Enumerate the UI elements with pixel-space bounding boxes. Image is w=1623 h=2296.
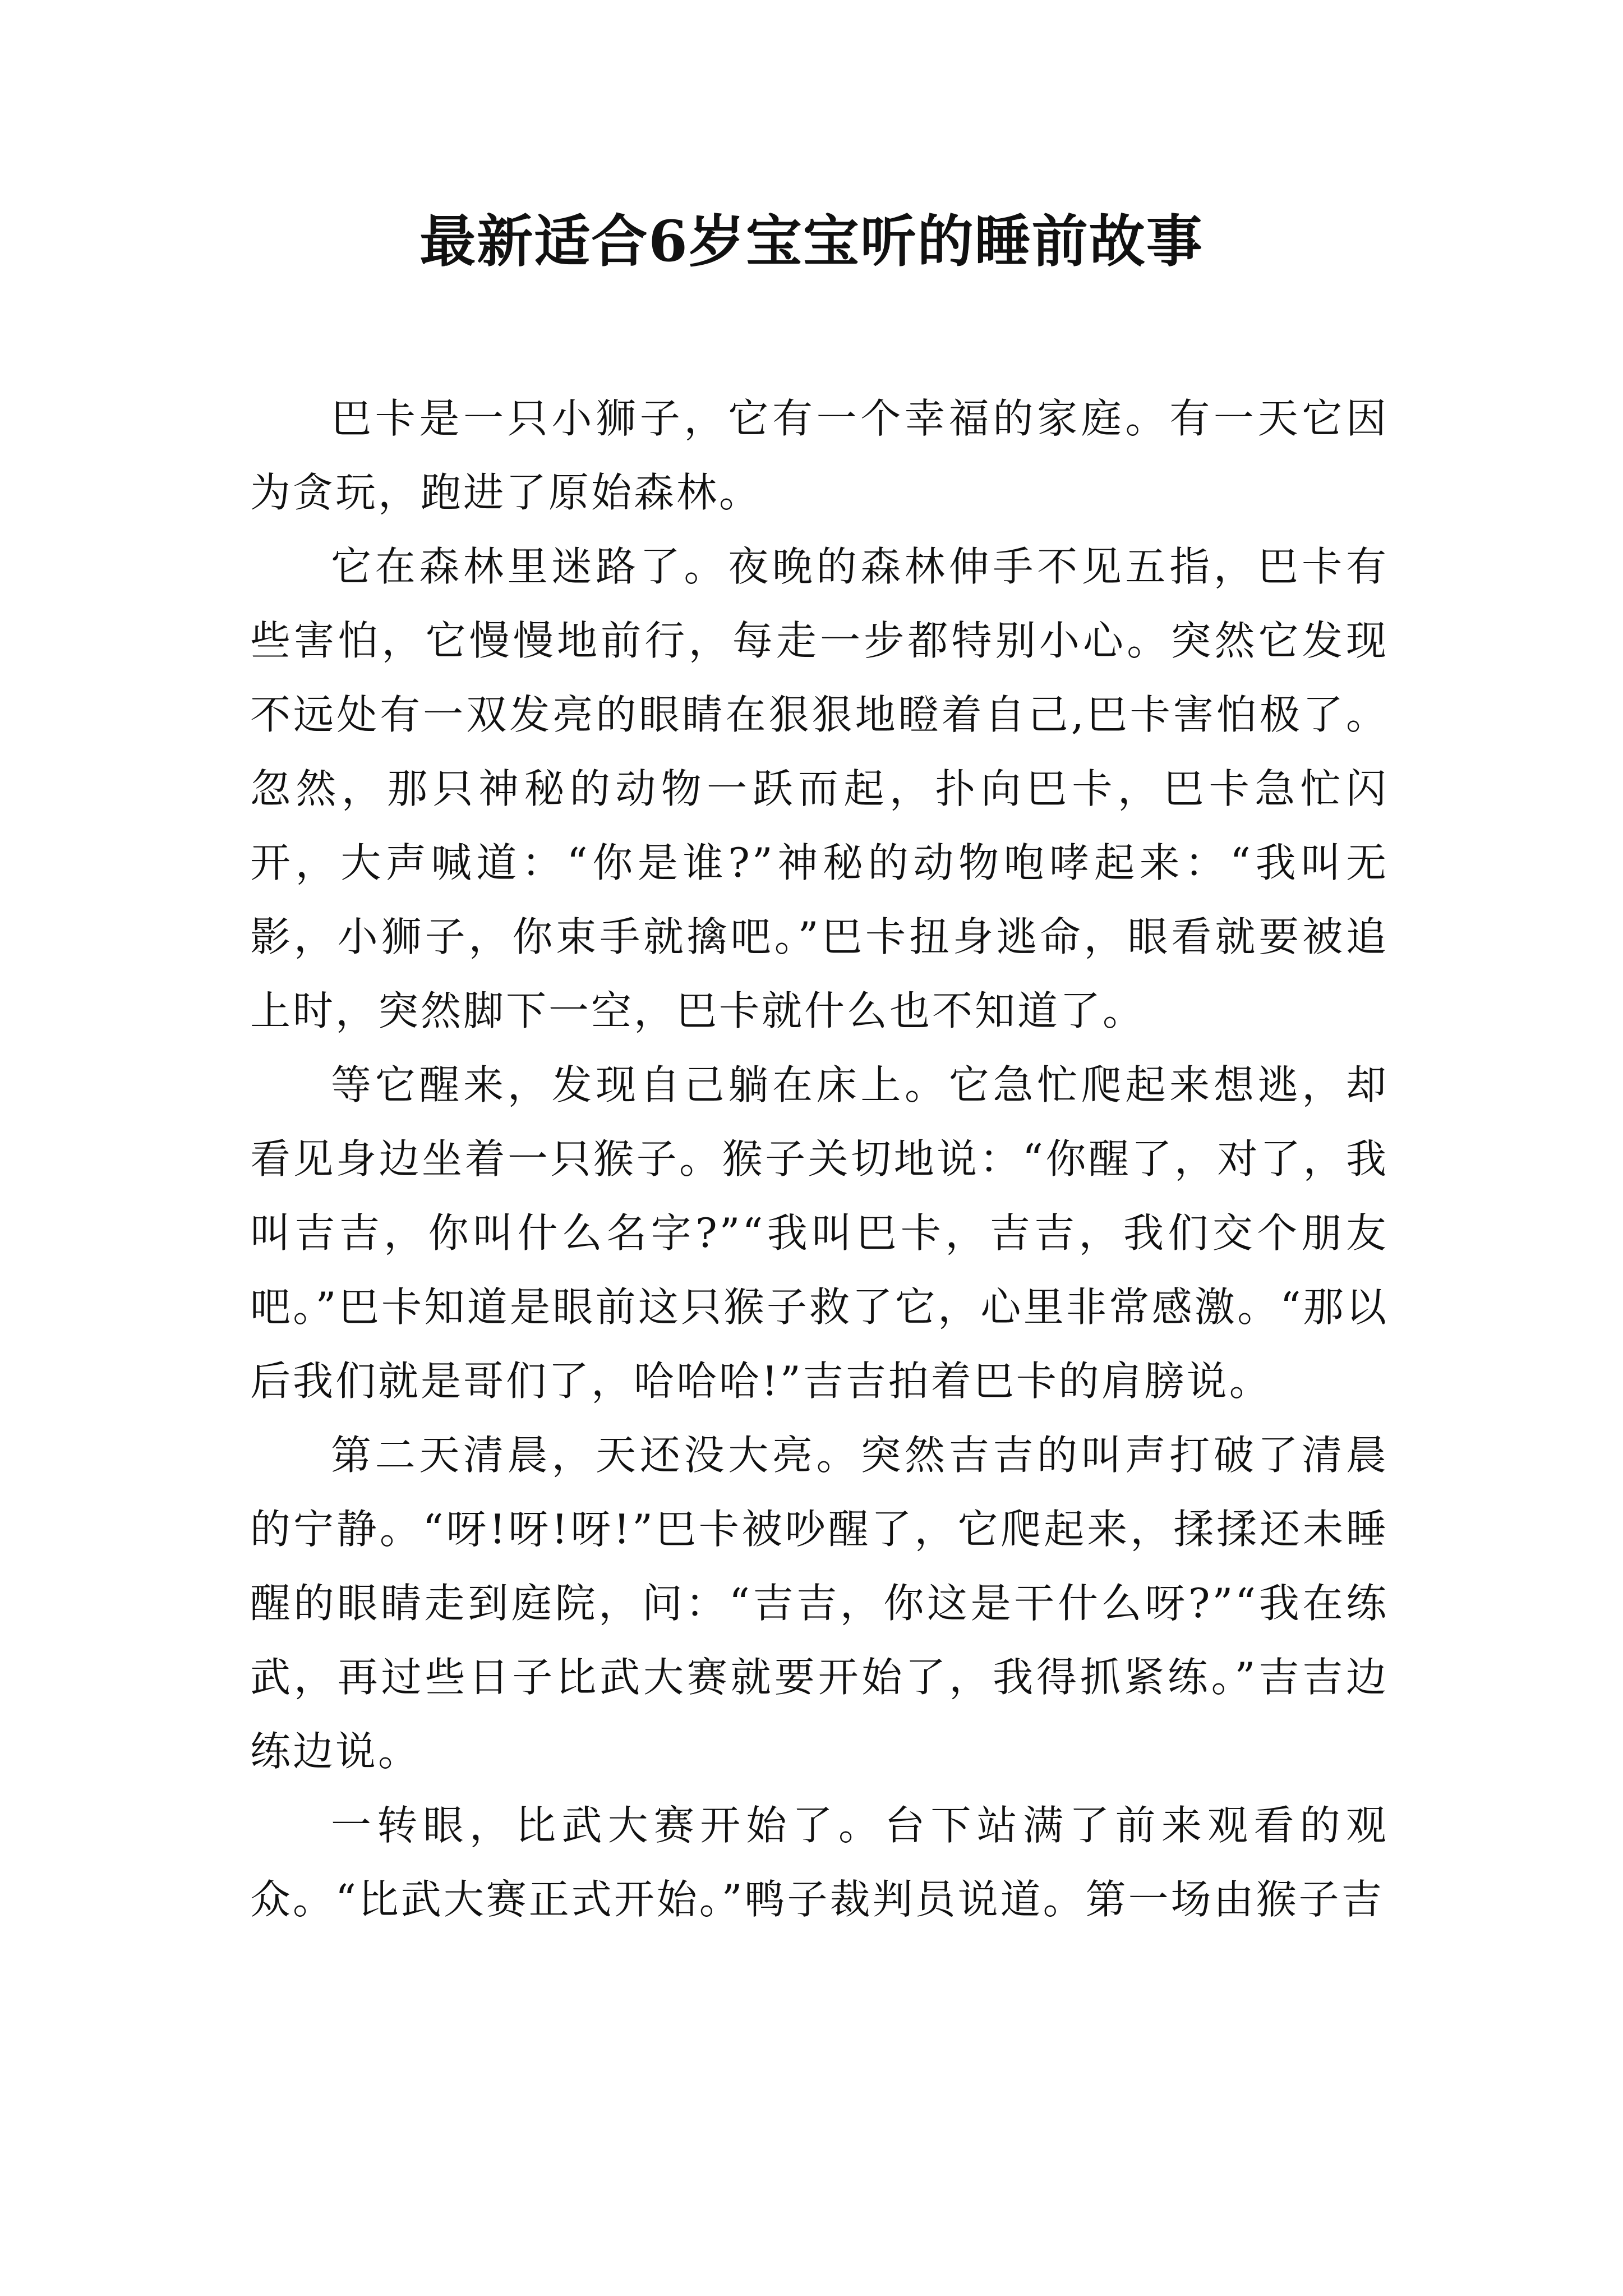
paragraph: 第二天清晨，天还没大亮。突然吉吉的叫声打破了清晨的宁静。“呀!呀!呀!”巴卡被吵醒了，它爬起来，揉揉还未睡醒的眼睛走到庭院，问：“吉吉，你这是干什么呀?”“我在练武，再过些日子比武大赛就要开始了，我得抓紧练。”吉吉边练边说。: [250, 1432, 1389, 1775]
document-body: [250, 381, 1389, 1936]
paragraph: 等它醒来，发现自己躺在床上。它急忙爬起来想逃，却看见身边坐着一只猴子。猴子关切地说：“你醒了，对了，我叫吉吉，你叫什么名字?”“我叫巴卡，吉吉，我们交个朋友吧。”巴卡知道是眼前这只猴子救了它，心里非常感激。“那以后我们就是哥们了，哈哈哈!”吉吉拍着巴卡的肩膀说。: [250, 1061, 1389, 1405]
paragraph: 一转眼，比武大赛开始了。台下站满了前来观看的观众。“比武大赛正式开始。”鸭子裁判员说道。第一场由猴子吉: [250, 1802, 1389, 1923]
document-title: 最新适合6岁宝宝听的睡前故事: [419, 208, 1204, 274]
paragraph: 它在森林里迷路了。夜晚的森林伸手不见五指，巴卡有些害怕，它慢慢地前行，每走一步都特别小心。突然它发现不远处有一双发亮的眼睛在狠狠地瞪着自己,巴卡害怕极了。忽然，那只神秘的动物一跃而起，扑向巴卡，巴卡急忙闪开，大声喊道：“你是谁?”神秘的动物咆哮起来：“我叫无影，小狮子，你束手就擒吧。”巴卡扭身逃命，眼看就要被追上时，突然脚下一空，巴卡就什么也不知道了。: [250, 543, 1389, 1034]
paragraph: 巴卡是一只小狮子，它有一个幸福的家庭。有一天它因为贪玩，跑进了原始森林。: [250, 395, 1389, 516]
